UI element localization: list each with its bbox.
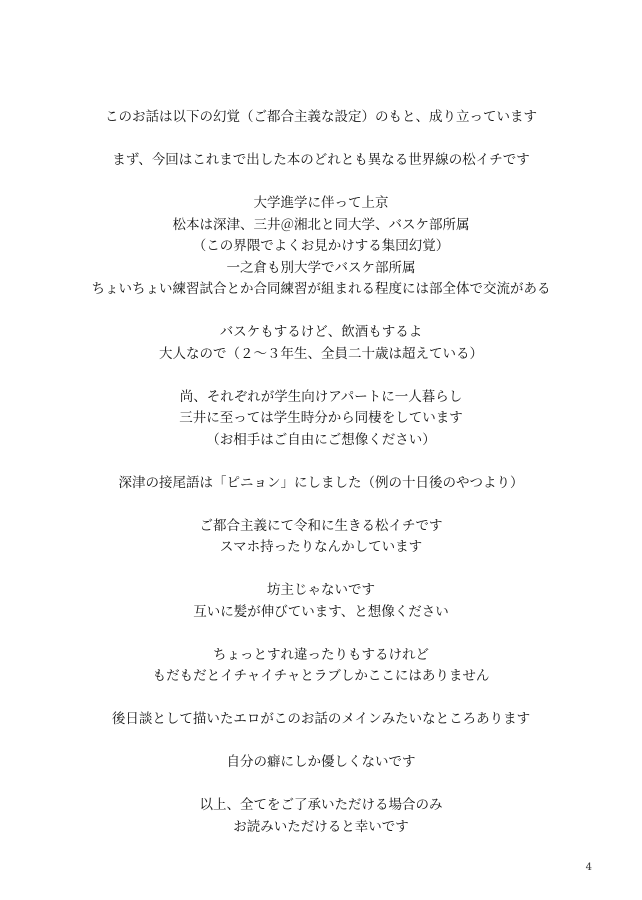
blank-line [0, 172, 642, 194]
blank-line [0, 774, 642, 796]
blank-line [0, 623, 642, 645]
blank-line [0, 451, 642, 473]
text-line: 坊主じゃないです [267, 582, 375, 598]
blank-line [0, 365, 642, 387]
text-line: 松本は深津、三井＠湘北と同大学、バスケ部所属 [172, 216, 470, 233]
text-line: 互いに髪が伸びています、と想像ください [193, 603, 449, 620]
text-line: 自分の癖にしか優しくないです [226, 754, 416, 770]
blank-line [0, 494, 642, 516]
text-line: お読みいただけると幸いです [233, 818, 409, 835]
text-line: スマホ持ったりなんかしています [219, 539, 423, 555]
text-line: ご都合主義にて令和に生きる松イチです [199, 517, 443, 534]
blank-line [0, 129, 642, 151]
blank-line [0, 688, 642, 710]
blank-line [0, 559, 642, 581]
text-line: ちょっとすれ違ったりもするけれど [213, 646, 429, 663]
text-line: このお話は以下の幻覚（ご都合主義な設定）のもと、成り立っています [105, 109, 537, 125]
text-line: 一之倉も別大学でバスケ部所属 [226, 259, 416, 276]
text-line: 三井に至っては学生時分から同棲をしています [179, 410, 463, 426]
text-line: もだもだとイチャイチャとラブしかここにはありません [152, 668, 490, 684]
blank-line [0, 301, 642, 323]
page-number: 4 [585, 862, 592, 873]
body-text [0, 107, 642, 838]
text-line: 後日談として描いたエロがこのお話のメインみたいなところあります [111, 711, 531, 727]
text-line: 大学進学に伴って上京 [253, 195, 389, 211]
text-line: 以上、全てをご了承いただける場合のみ [199, 797, 443, 813]
text-line: 深津の接尾語は「ピニョン」にしました（例の十日後のやつより） [118, 474, 524, 491]
text-line: （この界隈でよくお見かけする集団幻覚） [192, 238, 450, 254]
text-line: まず、今回はこれまで出した本のどれとも異なる世界線の松イチです [112, 152, 530, 168]
text-line: バスケもするけど、飲酒もするよ [219, 324, 423, 340]
text-line: ちょいちょい練習試合とか合同練習が組まれる程度には部全体で交流がある [91, 281, 551, 297]
text-line: （お相手はご自由にご想像ください） [206, 431, 436, 448]
blank-line [0, 731, 642, 753]
text-line: 尚、それぞれが学生向けアパートに一人暮らし [179, 388, 463, 405]
text-line: 大人なので（２〜３年生、全員二十歳は超えている） [159, 345, 483, 362]
